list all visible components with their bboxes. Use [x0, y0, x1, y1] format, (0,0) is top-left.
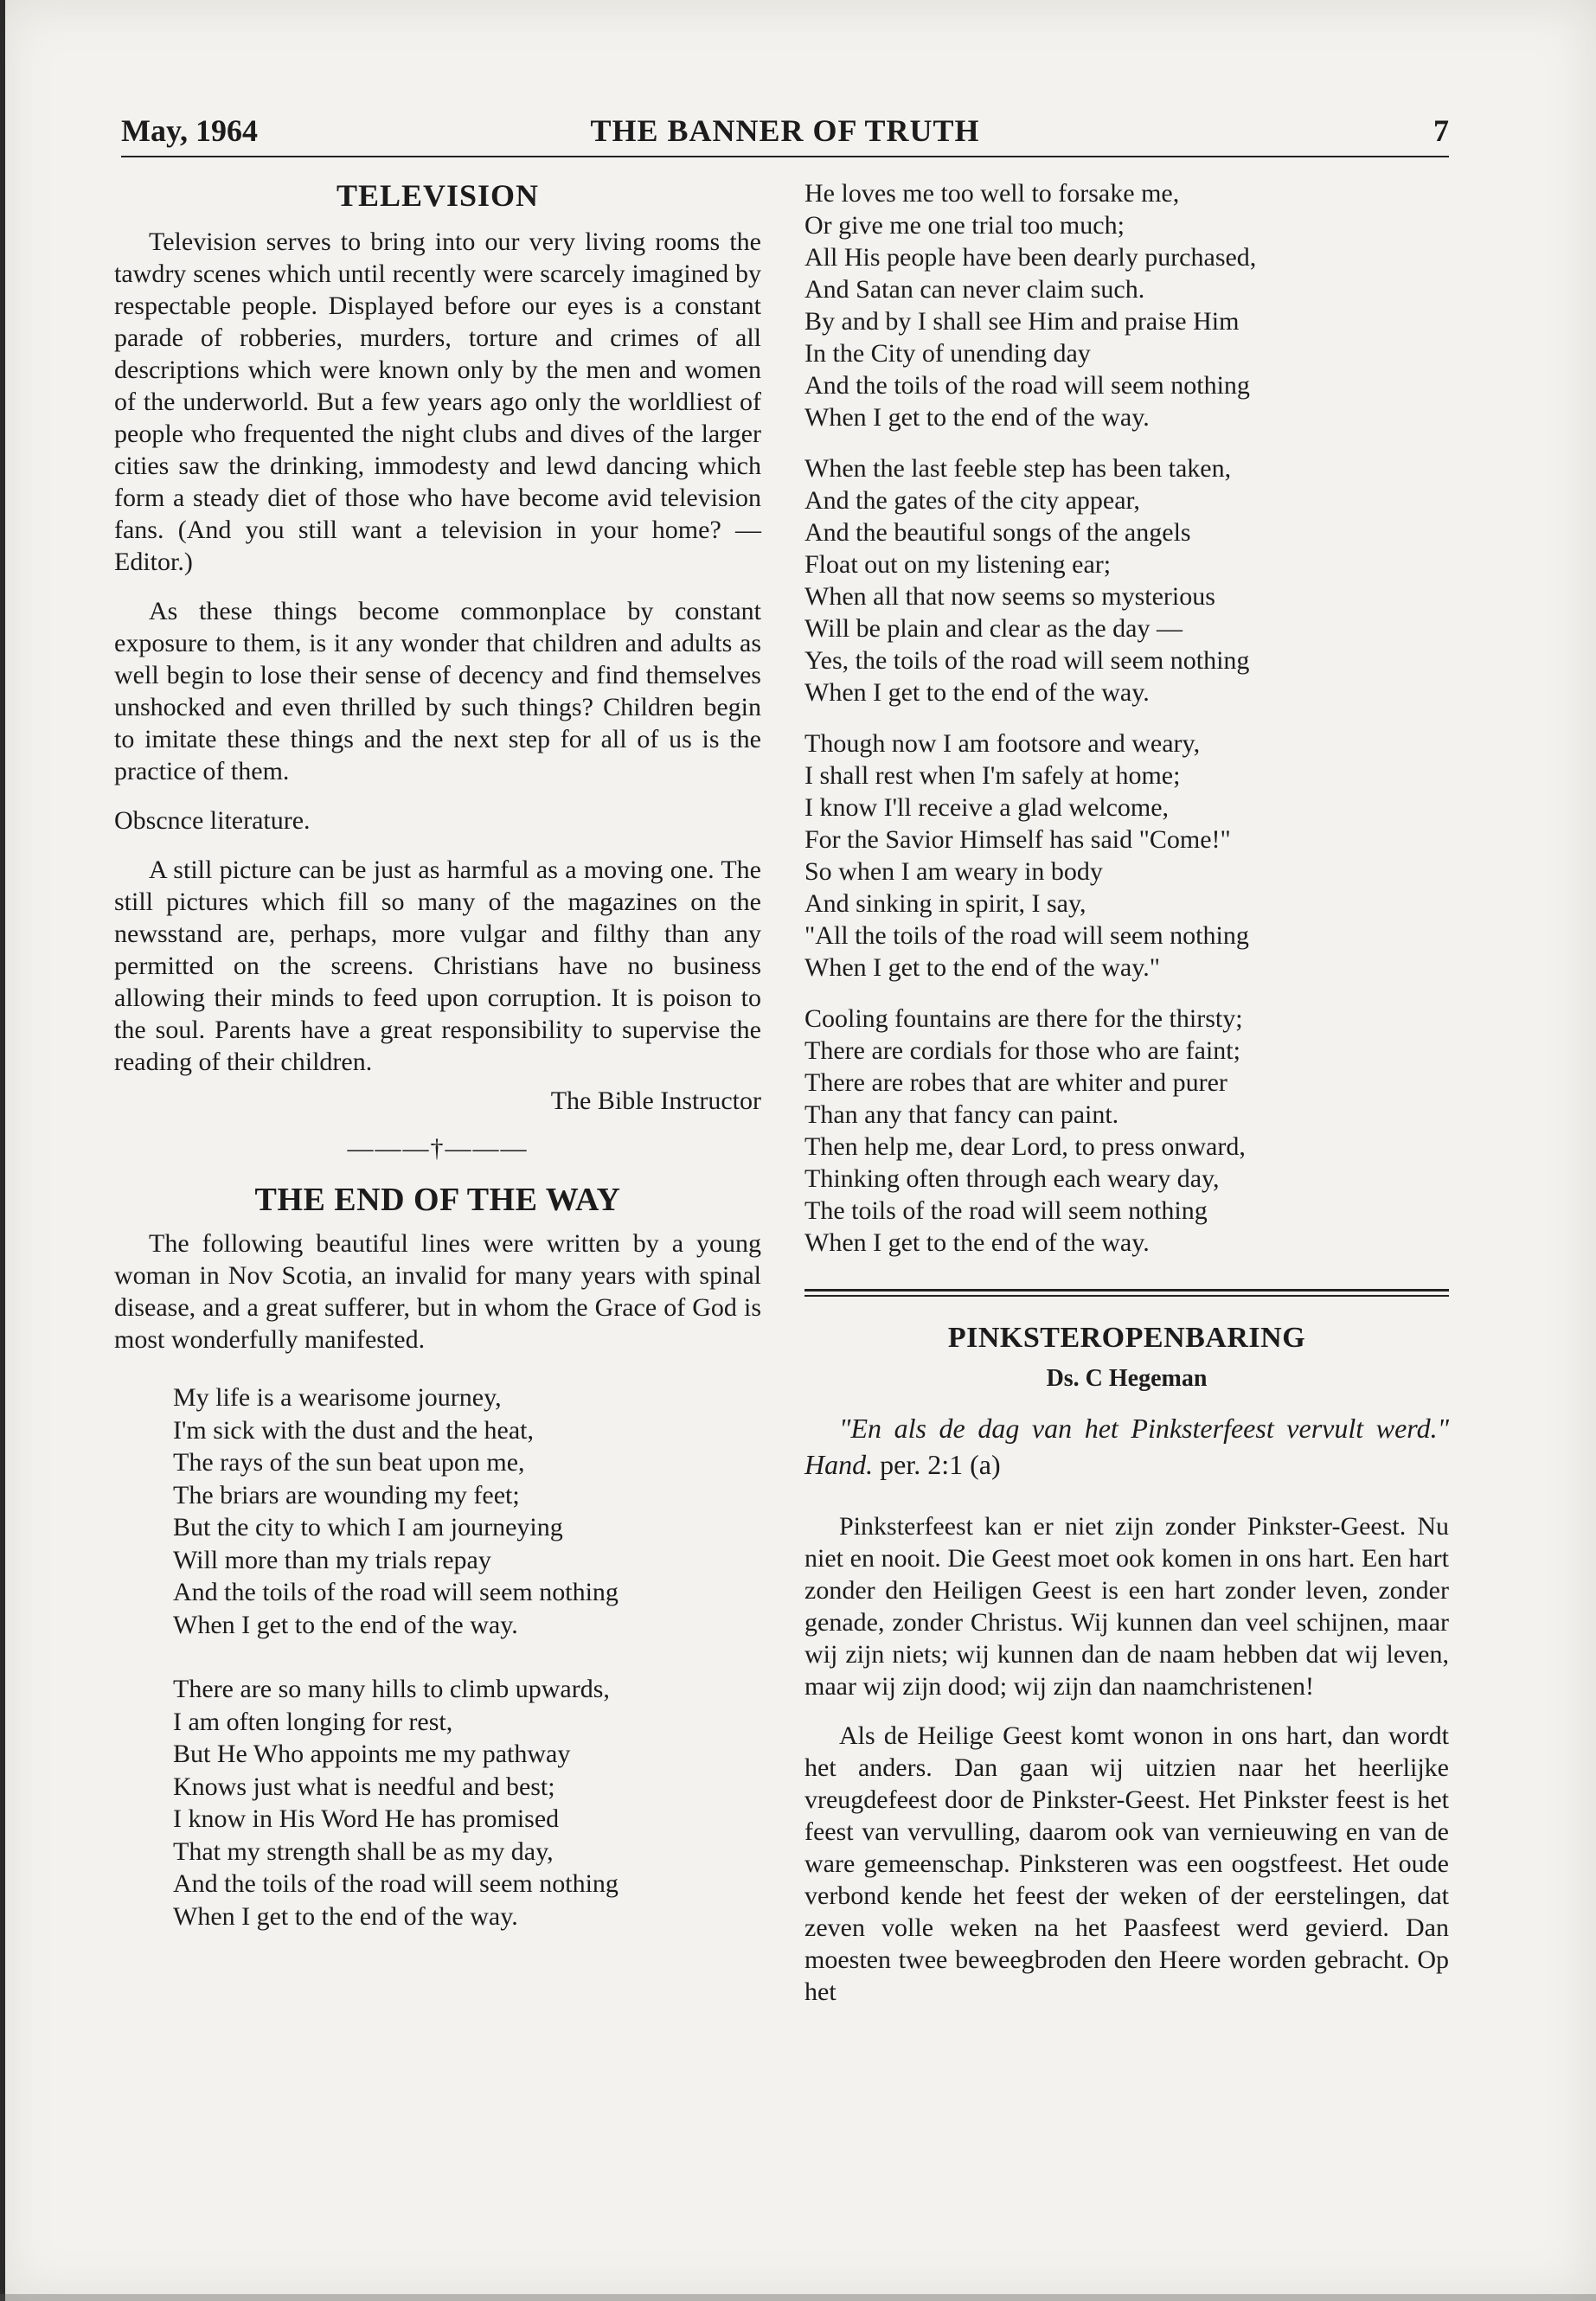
television-paragraph: As these things become commonplace by constant exposure to them, is it any wonder that children and adults as well begin to lose their sense of decency and find themselves unshocked and even thrilled by such things? Children begin to imitate these things and the next step for all of us is the practice of them. [114, 597, 761, 785]
poem-stanza-1 [173, 1381, 761, 1641]
poem-line: And Satan can never claim such. [804, 275, 1145, 304]
poem-line: When I get to the end of the way. [173, 1901, 518, 1931]
poem-line: Thinking often through each weary day, [804, 1164, 1220, 1193]
poem-line: I know I'll receive a glad welcome, [804, 793, 1170, 822]
poem-line: When I get to the end of the way. [804, 403, 1150, 432]
poem-stanza-4 [804, 452, 1449, 708]
poem-line: I shall rest when I'm safely at home; [804, 761, 1181, 790]
poem-line: When all that now seems so mysterious [804, 582, 1215, 611]
publication-title: THE BANNER OF TRUTH [590, 113, 980, 148]
section-divider [804, 1289, 1449, 1297]
television-paragraph: A still picture can be just as harmful as a moving one. The still pictures which fill so many of the magazines on the newsstand are, perhaps, more vulgar and filthy than any permitted on the screens. Christians have no business allowing their minds to feed upon corruption. It is poison to the soul. Parents have a great responsibility to supervise the reading of their children. [114, 856, 761, 1076]
poem-line: "All the toils of the road will seem nothing [804, 921, 1249, 950]
poem-line: But the city to which I am journeying [173, 1513, 563, 1541]
poem-stanza-5 [804, 727, 1449, 984]
poem-line: There are robes that are whiter and purer [804, 1068, 1227, 1097]
quote-reference: per. 2:1 (a) [880, 1449, 1001, 1480]
poem-line: And the beautiful songs of the angels [804, 518, 1191, 547]
television-paragraph: Television serves to bring into our very living rooms the tawdry scenes which until recently were scarcely imagined by respectable people. Displayed before our eyes is a constant parade of robberies, murders, torture and crimes of all descriptions which were known only by the men and women of the underworld. But a few years ago only the worldliest of people who frequented the night clubs and dives of the larger cities saw the drinking, immodesty and lewd dancing which form a steady diet of those who have become avid television fans. (And you still want a television in your home? — Editor.) [114, 228, 761, 576]
television-heading: TELEVISION [336, 178, 540, 213]
poem-line: That my strength shall be as my day, [173, 1836, 554, 1866]
poem-line: Cooling fountains are there for the thirsty; [804, 1004, 1243, 1033]
poem-line: And the toils of the road will seem nothing [804, 371, 1250, 400]
poem-line: In the City of unending day [804, 339, 1091, 368]
poem-line: There are so many hills to climb upwards, [173, 1675, 610, 1703]
poem-line: When I get to the end of the way. [804, 678, 1150, 707]
television-subheading: Obscnce literature. [114, 806, 311, 835]
pinkster-heading: PINKSTEROPENBARING [947, 1322, 1306, 1354]
poem-line: And sinking in spirit, I say, [804, 889, 1086, 918]
poem-stanza-2 [173, 1673, 761, 1932]
right-column [804, 177, 1449, 1259]
scan-edge-left [0, 0, 5, 2301]
pinkster-paragraph: Als de Heilige Geest komt wonon in ons hart, dan wordt het anders. Dan gaan wij uitzien naar het heerlijke vreugdefeest door de Pinkster-Geest. Het Pinkster feest is het feest van vervulling, daarom ook van vernieuwing en van de ware gemeenschap. Pinksteren was een oogstfeest. Het oude verbond kende het feest der weken of der eerstelingen, dat zeven volle weken na het Paasfeest werd gevierd. Dan moesten twee beweegbroden den Heere worden gebracht. Op het [804, 1721, 1449, 2006]
poem-line: I am often longing for rest, [173, 1707, 453, 1736]
page-number: 7 [1433, 113, 1449, 148]
poem-line: When I get to the end of the way. [173, 1610, 518, 1639]
poem-line: I know in His Word He has promised [173, 1804, 560, 1833]
section-separator: ———†——— [347, 1134, 529, 1163]
poem-stanza-3 [804, 177, 1449, 433]
poem-line: Will be plain and clear as the day — [804, 614, 1183, 643]
poem-line: Then help me, dear Lord, to press onward, [804, 1132, 1246, 1161]
issue-date: May, 1964 [121, 113, 258, 148]
poem-line: By and by I shall see Him and praise Him [804, 307, 1240, 336]
poem-line: Or give me one trial too much; [804, 211, 1125, 240]
television-source: The Bible Instructor [550, 1086, 761, 1115]
pinkster-quote [804, 1410, 1449, 1483]
poem-line: The toils of the road will seem nothing [804, 1196, 1208, 1225]
pinkster-paragraph: Pinksterfeest kan er niet zijn zonder Pinkster-Geest. Nu niet en nooit. Die Geest moet ook komen in ons hart. Een hart zonder den Heiligen Geest is een hart zonder leven, zonder genade, zonder Christus. Wij kunnen dan veel schijnen, maar wij zijn niets; wij kunnen dan de naam hebben dat wij leven, maar wij zijn dood; wij zijn dan naamchristenen! [804, 1512, 1449, 1701]
poem-line: Will more than my trials repay [173, 1545, 491, 1574]
poem-line: For the Savior Himself has said "Come!" [804, 825, 1231, 854]
poem-line: There are cordials for those who are faint; [804, 1036, 1240, 1065]
poem-line: And the gates of the city appear, [804, 486, 1140, 515]
poem-line: But He Who appoints me my pathway [173, 1740, 571, 1768]
poem-line: So when I am weary in body [804, 857, 1103, 886]
poem-line: And the toils of the road will seem nothing [173, 1578, 619, 1606]
poem-line: All His people have been dearly purchased, [804, 243, 1257, 272]
poem-line: My life is a wearisome journey, [173, 1383, 502, 1412]
poem-line: Than any that fancy can paint. [804, 1100, 1119, 1129]
poem-line: When I get to the end of the way." [804, 953, 1160, 982]
poem-line: When the last feeble step has been taken, [804, 454, 1232, 483]
left-column [114, 177, 761, 1932]
poem-line: When I get to the end of the way. [804, 1228, 1150, 1257]
end-of-way-heading: THE END OF THE WAY [254, 1182, 621, 1218]
poem-line: The rays of the sun beat upon me, [173, 1448, 525, 1477]
poem-line: Float out on my listening ear; [804, 550, 1112, 579]
poem-line: Though now I am footsore and weary, [804, 729, 1201, 758]
poem-line: He loves me too well to forsake me, [804, 179, 1180, 208]
poem-line: The briars are wounding my feet; [173, 1480, 520, 1509]
poem-line: I'm sick with the dust and the heat, [173, 1415, 534, 1445]
pinkster-author: Ds. C Hegeman [1046, 1365, 1208, 1392]
running-header [121, 112, 1449, 157]
scan-edge-bottom [0, 2294, 1596, 2301]
pinkster-article [804, 1322, 1449, 2008]
poem-line: And the toils of the road will seem nothing [173, 1869, 619, 1898]
end-of-way-intro: The following beautiful lines were written by a young woman in Nov Scotia, an invalid for many years with spinal disease, and a great sufferer, but in whom the Grace of God is most wonderfully manifested. [114, 1229, 761, 1354]
quote-text: "En als de dag van het Pinksterfeest vervult werd." Hand. [804, 1413, 1449, 1480]
poem-line: Knows just what is needful and best; [173, 1772, 555, 1801]
poem-line: Yes, the toils of the road will seem nothing [804, 646, 1250, 675]
poem-stanza-6 [804, 1003, 1449, 1259]
